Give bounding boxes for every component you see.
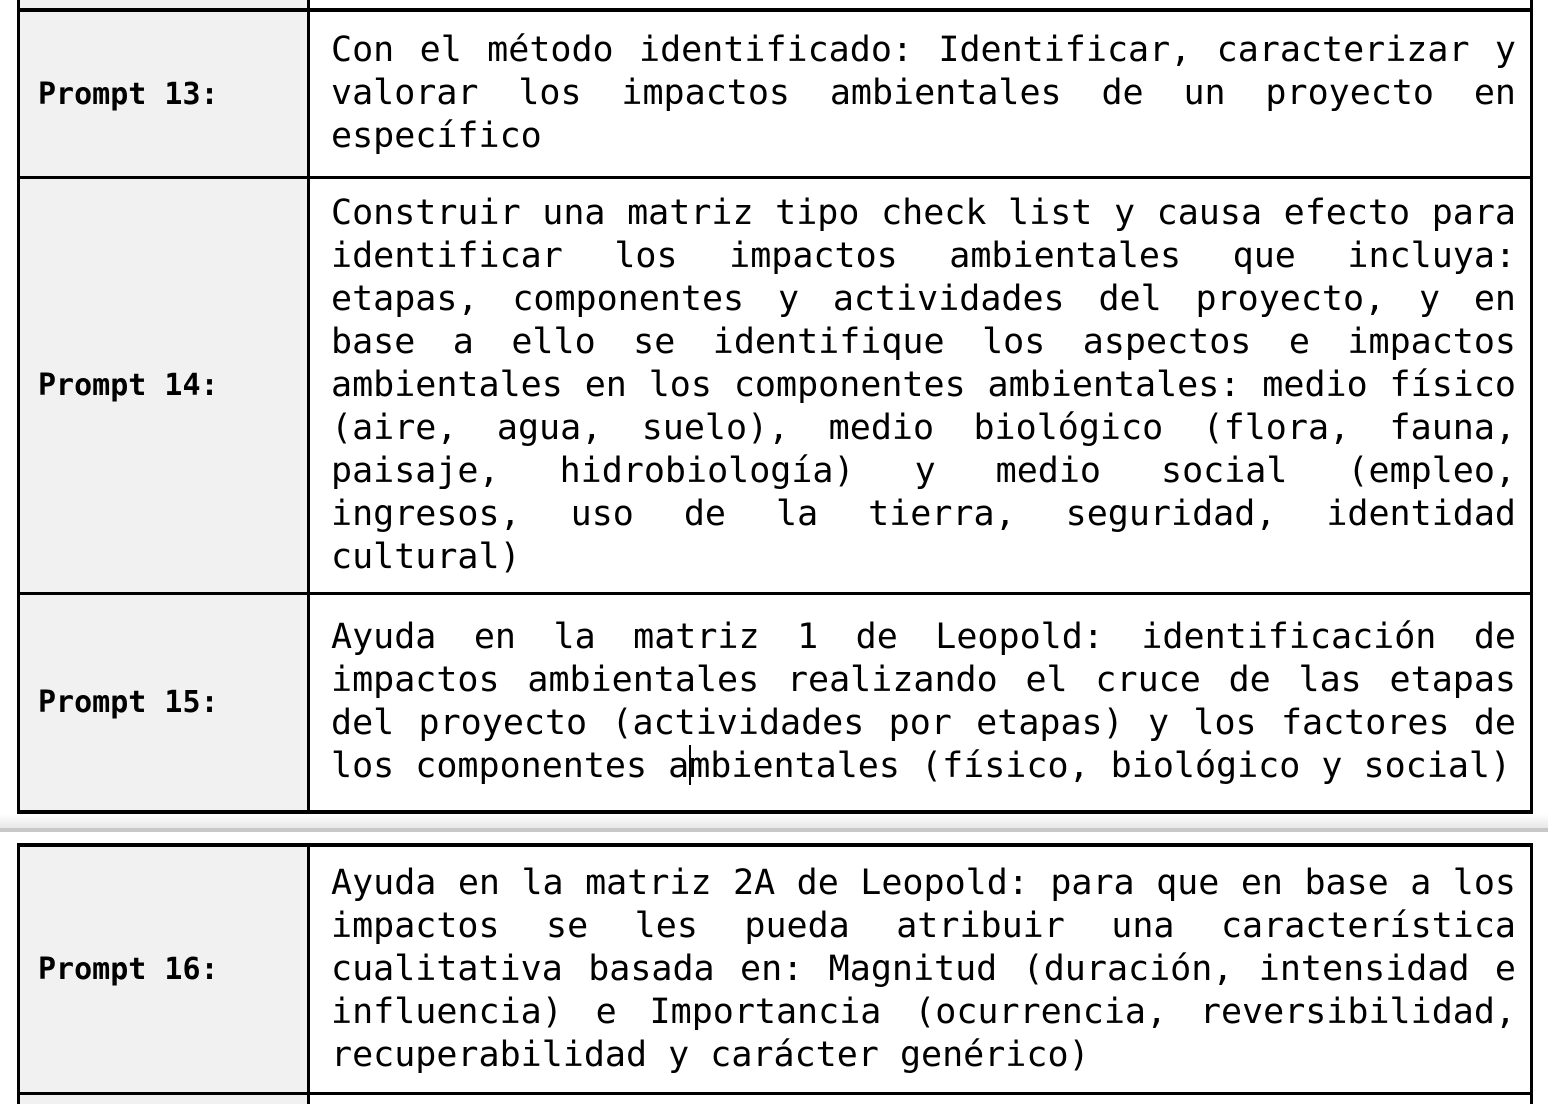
- prompts-table-page1: [17, 0, 1533, 814]
- partial-row-text-cell[interactable]: [310, 0, 1530, 8]
- prompt-14-label: Prompt 14:: [38, 368, 219, 403]
- prompt-16-text: Ayuda en la matriz 2A de Leopold: para que en base a los impactos se les pueda atribuir una característica cualitativa basada en: Magnitud (duración, intensidad e influencia) e Importancia (ocurrencia, reversibilidad, recuperabilidad y carácter genérico): [331, 863, 1516, 1075]
- prompts-table-page2: [17, 843, 1533, 1104]
- table-row-prompt-13: [20, 12, 1530, 179]
- partial-row-label-cell[interactable]: [20, 0, 310, 8]
- prompt-15-text-after-caret: mbientales (físico, biológico y social): [689, 746, 1512, 786]
- prompt-15-label-cell[interactable]: [20, 595, 310, 810]
- prompt-13-label: Prompt 13:: [38, 76, 219, 112]
- prompt-14-label-cell[interactable]: [20, 179, 310, 592]
- prompt-16-text-cell[interactable]: [310, 847, 1530, 1092]
- table-row-prompt-16: [20, 847, 1530, 1095]
- table-row-prompt-14: [20, 179, 1530, 595]
- prompt-15-text-before-caret: Ayuda en la matriz 1 de Leopold: identificación de impactos ambientales realizando el cruce de las etapas del proyecto (actividades por etapas) y los factores de los componentes a: [331, 617, 1516, 786]
- prompt-15-label: Prompt 15:: [38, 685, 219, 720]
- table-row-partial-top: [20, 0, 1530, 12]
- table-row-prompt-15: [20, 595, 1530, 810]
- page-break-line: [0, 828, 1548, 832]
- prompt-14-text-cell[interactable]: [310, 179, 1530, 592]
- partial-row-label-cell[interactable]: [20, 1095, 310, 1104]
- page-break-gap: [0, 814, 1548, 843]
- partial-row-text-cell[interactable]: [310, 1095, 1530, 1104]
- page-break-shadow: [0, 814, 1548, 828]
- prompt-13-label-cell[interactable]: [20, 12, 310, 176]
- prompt-16-label-cell[interactable]: [20, 847, 310, 1092]
- prompt-13-text-cell[interactable]: [310, 12, 1530, 176]
- prompt-15-text-cell[interactable]: [310, 595, 1530, 810]
- table-row-partial-bottom: [20, 1095, 1530, 1104]
- prompt-13-text: Con el método identificado: Identificar, caracterizar y valorar los impactos ambientales de un proyecto en específico: [331, 30, 1516, 156]
- prompt-16-label: Prompt 16:: [38, 952, 219, 987]
- prompt-14-text: Construir una matriz tipo check list y causa efecto para identificar los impactos ambientales que incluya: etapas, componentes y actividades del proyecto, y en base a ello se identifique los aspectos e impactos ambientales en los componentes ambientales: medio físico (aire, agua, suelo), medio biológico (flora, fauna, paisaje, hidrobiología) y medio social (empleo, ingresos, uso de la tierra, seguridad, identidad cultural): [331, 193, 1516, 577]
